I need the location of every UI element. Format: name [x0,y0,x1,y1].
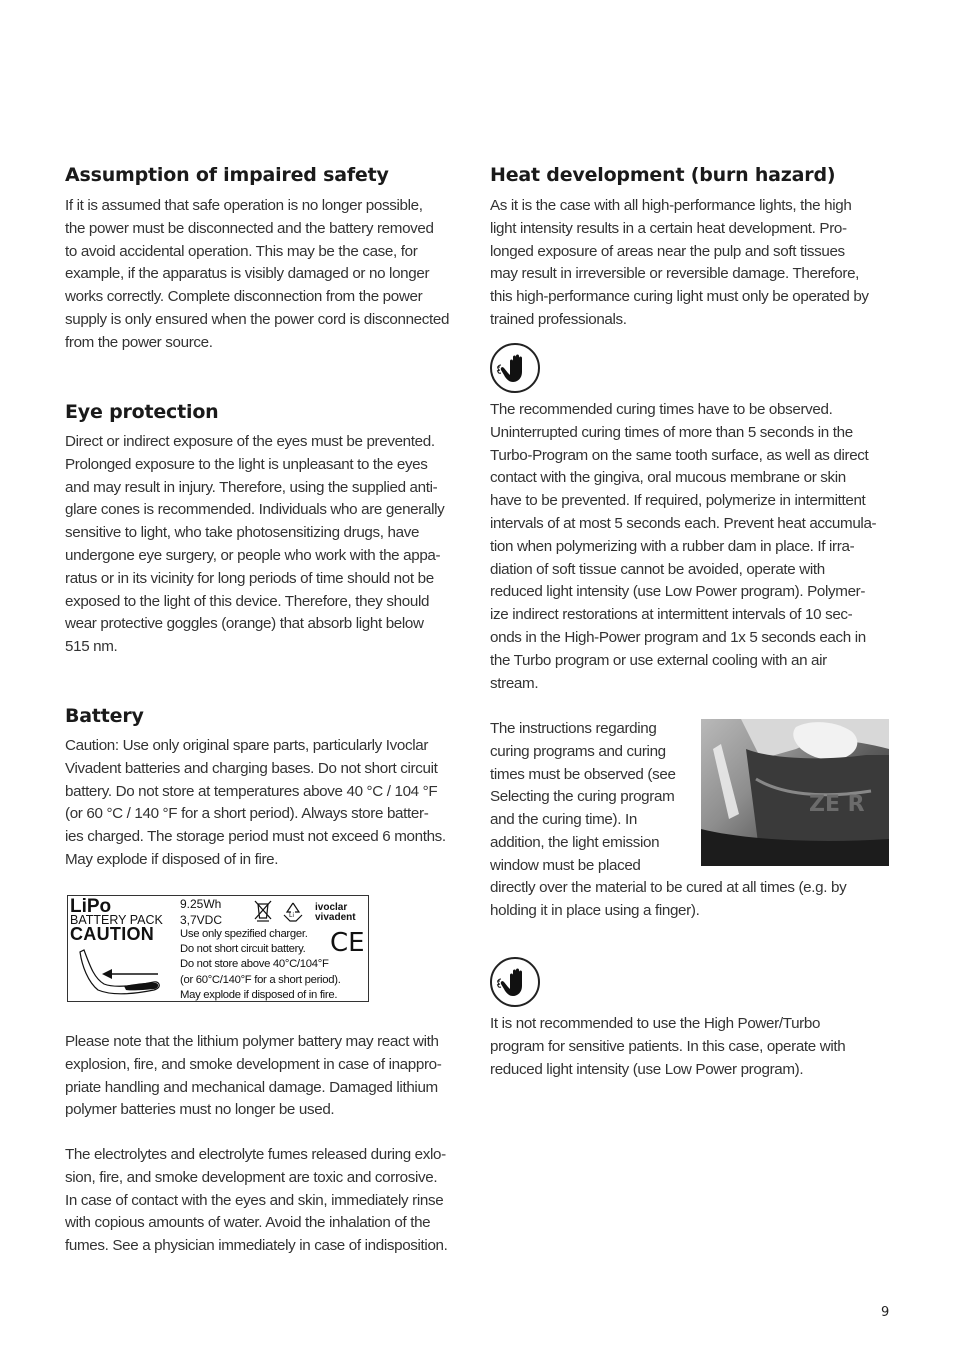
label-line: Do not short circuit battery. [180,943,306,956]
photo-device-lettering: ZE R [809,792,865,817]
text-line: If it is assumed that safe operation is no longer possible, [65,197,423,214]
paragraph-sensitive-patients [490,1013,845,1081]
paragraph-eye-protection [65,431,444,659]
text-line: sensitive to light, who take photosensitizing drugs, have [65,524,420,542]
label-vdc: 3,7VDC [180,913,223,927]
text-line: The instructions regarding [490,720,657,737]
label-line: Do not store above 40°C/104°F [180,958,329,971]
label-battery-pack: BATTERY PACK [70,913,163,927]
label-line: (or 60°C/140°F for a short period). [180,973,341,986]
paragraph-impaired-safety [65,195,449,355]
paragraph-instructions-continued [490,877,846,923]
recycle-icon [280,900,306,924]
paragraph-electrolytes [65,1144,448,1258]
text-line: priate handling and mechanical damage. Damaged lithium [65,1078,438,1096]
label-lipo-title: LiPo [70,896,112,917]
heading-impaired-safety: Assumption of impaired safety [65,164,389,186]
text-line: supply is only ensured when the power cord is disconnected [65,310,450,328]
lipo-battery-label [67,895,369,1002]
text-line: program for sensitive patients. In this case, operate with [490,1037,846,1055]
paragraph-heat-development [490,195,869,332]
text-line: Turbo-Program on the same tooth surface, as well as direct [490,446,869,464]
text-line: the power must be disconnected and the battery removed [65,219,434,237]
text-line: The recommended curing times have to be observed. [490,401,833,418]
paragraph-instructions [490,718,676,878]
paragraph-lithium-warning [65,1031,442,1122]
text-line: addition, the light emission [490,833,660,851]
text-line: battery. Do not store at temperatures above 40 °C / 104 °F [65,782,438,800]
text-line: example, if the apparatus is visibly damaged or no longer [65,265,430,283]
text-line: wear protective goggles (orange) that absorb light below [65,615,424,633]
text-line: and the curing time). In [490,811,637,829]
text-line: diation of soft tissue cannot be avoided, operate with [490,560,825,578]
paragraph-curing-times [490,399,876,695]
text-line: ize indirect restorations at intermittent intervals of 10 sec- [490,606,853,624]
text-line: reduced light intensity (use Low Power program). [490,1060,804,1078]
text-line: polymer batteries must no longer be used. [65,1101,335,1119]
heading-battery: Battery [65,705,144,727]
text-line: this high-performance curing light must only be operated by [490,288,869,306]
stop-hand-icon [490,343,540,393]
text-line: window must be placed [490,856,641,874]
text-line: with copious amounts of water. Avoid the inhalation of the [65,1214,431,1232]
text-line: onds in the High-Power program and 1x 5 seconds each in [490,628,866,646]
text-line: intervals of at most 5 seconds each. Prevent heat accumula- [490,514,877,532]
label-line: May explode if disposed of in fire. [180,988,338,1001]
text-line: May explode if disposed of in fire. [65,850,279,868]
text-line: exposed to the light of this device. Therefore, they should [65,592,430,610]
text-line: may result in irreversible or reversible damage. Therefore, [490,265,860,283]
text-line: directly over the material to be cured at all times (e.g. by [490,879,847,896]
text-line: In case of contact with the eyes and skin, immediately rinse [65,1191,444,1209]
curing-light-photo [701,719,889,866]
text-line: Direct or indirect exposure of the eyes must be prevented. [65,433,435,450]
text-line: It is not recommended to use the High Power/Turbo [490,1015,821,1032]
text-line: holding it in place using a finger). [490,901,700,919]
text-line: from the power source. [65,333,213,351]
label-wh: 9.25Wh [180,897,222,911]
text-line: longed exposure of areas near the pulp and soft tissues [490,242,845,260]
label-line: Use only spezified charger. [180,928,308,940]
svg-text:Li: Li [289,912,295,919]
text-line: undergone eye surgery, or people who work with the appa- [65,546,441,564]
text-line: fumes. See a physician immediately in case of indisposition. [65,1237,448,1255]
text-line: have to be prevented. If required, polymerize in intermittent [490,492,866,510]
text-line: ratus or in its vicinity for long periods of time should not be [65,569,434,587]
text-line: tion when polymerizing with a rubber dam in place. If irra- [490,537,855,555]
battery-insertion-icon [74,942,174,1002]
text-line: Uninterrupted curing times of more than 5 seconds in the [490,423,853,441]
heading-eye-protection: Eye protection [65,401,219,423]
paragraph-battery [65,735,446,872]
text-line: light intensity results in a certain heat development. Pro- [490,219,847,237]
text-line: reduced light intensity (use Low Power program). Polymer- [490,583,866,601]
text-line: times must be observed (see [490,765,676,783]
text-line: works correctly. Complete disconnection from the power [65,288,423,306]
text-line: explosion, fire, and smoke development in case of inappro- [65,1055,442,1073]
text-line: stream. [490,674,539,692]
text-line: Vivadent batteries and charging bases. Do not short circuit [65,759,438,777]
ce-mark: CE [330,928,365,958]
text-line: 515 nm. [65,638,118,656]
stop-hand-icon-2 [490,957,540,1007]
text-line: the Turbo program or use external cooling with an air [490,651,827,669]
text-line: contact with the gingiva, oral mucous membrane or skin [490,469,846,487]
text-line: Please note that the lithium polymer battery may react with [65,1033,439,1050]
text-line: sion, fire, and smoke development are toxic and corrosive. [65,1168,438,1186]
label-caution: CAUTION [70,924,155,944]
text-line: ies charged. The storage period must not exceed 6 months. [65,828,446,846]
text-line: (or 60 °C / 140 °F for a short period). Always store batter- [65,805,429,823]
text-line: Selecting the curing program [490,788,675,806]
text-line: to avoid accidental operation. This may be the case, for [65,242,418,260]
label-warning-lines [180,927,341,1002]
text-line: curing programs and curing [490,742,666,760]
text-line: As it is the case with all high-performance lights, the high [490,197,852,214]
text-line: The electrolytes and electrolyte fumes released during exlo- [65,1146,446,1163]
crossed-bin-icon [252,898,274,922]
text-line: Prolonged exposure to the light is unpleasant to the eyes [65,455,428,473]
heading-heat-development: Heat development (burn hazard) [490,164,836,186]
text-line: Caution: Use only original spare parts, particularly Ivoclar [65,737,429,754]
label-brand-ivoclar: ivoclar [315,902,348,913]
text-line: and may result in injury. Therefore, using the supplied anti- [65,478,438,496]
label-brand-vivadent: vivadent [315,912,356,923]
page-number: 9 [881,1305,890,1320]
text-line: glare cones is recommended. Individuals who are generally [65,501,445,519]
text-line: trained professionals. [490,310,627,328]
